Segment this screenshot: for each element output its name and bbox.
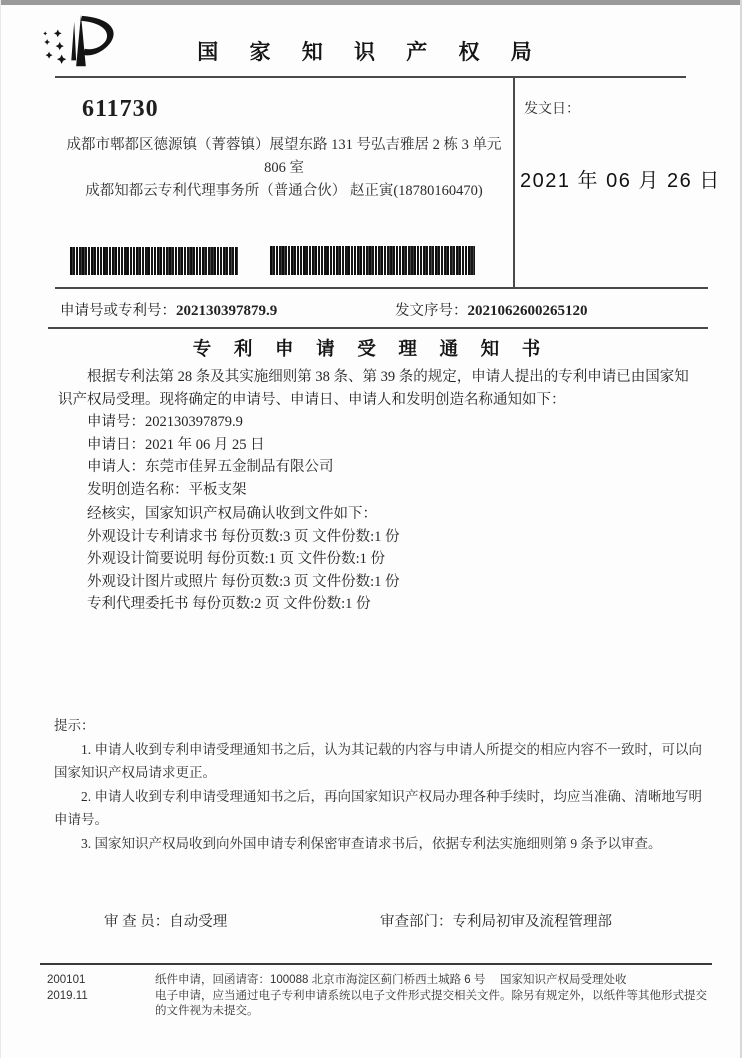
notes-section [54, 714, 706, 855]
header-divider [55, 76, 686, 78]
address-line-2: 806 室 [264, 160, 304, 176]
note-item: 1. 申请人收到专利申请受理通知书之后，认为其记载的内容与申请人所提交的相应内容不一致时，可以向国家知识产权局请求更正。 [54, 741, 702, 780]
field-label: 申请号： [87, 414, 145, 430]
recipient-address [56, 134, 512, 203]
agency-title: 国 家 知 识 产 权 局 [197, 40, 545, 64]
department-label: 审查部门： [380, 914, 453, 930]
application-number-row [60, 299, 277, 320]
field-value: 东莞市佳昇五金制品有限公司 [145, 459, 334, 475]
scan-edge-top [0, 0, 742, 5]
serial-number-label: 发文序号： [395, 303, 468, 319]
body-intro: 根据专利法第 28 条及其实施细则第 38 条、第 39 条的规定，申请人提出的专利申请已由国家知识产权局受理。现将确定的申请号、申请日、申请人和发明创造名称通知如下： [58, 369, 689, 408]
document-title: 专 利 申 请 受 理 通 知 书 [192, 340, 550, 360]
address-line-1: 成都市郫都区德源镇（菁蓉镇）展望东路 131 号弘吉雅居 2 栋 3 单元 [66, 137, 502, 153]
issue-date-label: 发文日： [524, 102, 580, 117]
footer-text: 电子申请，应当通过电子专利申请系统以电子文件形式提交相关文件。除另有规定外，以纸件等其他形式提交的文件视为未提交。 [155, 989, 707, 1017]
received-intro: 经核实，国家知识产权局确认收到文件如下： [87, 506, 377, 522]
department-value: 专利局初审及流程管理部 [452, 914, 612, 930]
footer-code: 200101 [47, 974, 86, 986]
received-doc-item: 专利代理委托书 每份页数:2 页 文件份数:1 份 [87, 596, 371, 612]
received-doc-item: 外观设计图片或照片 每份页数:3 页 文件份数:1 份 [87, 573, 400, 590]
received-doc-item: 外观设计简要说明 每份页数:1 页 文件份数:1 份 [87, 551, 386, 567]
field-value: 202130397879.9 [145, 414, 243, 430]
field-label: 申请人： [87, 459, 145, 475]
title-divider [48, 327, 708, 329]
serial-number-value: 2021062600265120 [467, 303, 588, 319]
note-item: 2. 申请人收到专利申请受理通知书之后，再向国家知识产权局办理各种手续时，均应当准确、清晰地写明申请号。 [54, 788, 702, 827]
barcode-application [70, 247, 238, 275]
field-application-date [58, 434, 696, 457]
issue-box-divider [513, 77, 515, 288]
field-applicant [58, 456, 696, 479]
application-number-label: 申请号或专利号： [60, 303, 176, 319]
serial-number-row [395, 299, 588, 320]
footer-code: 2019.11 [47, 989, 88, 1002]
field-label: 申请日： [87, 436, 145, 453]
application-number-value: 202130397879.9 [176, 303, 278, 319]
field-value: 平板支架 [188, 481, 247, 498]
examiner-value: 自动受理 [169, 914, 228, 930]
footer-text: 纸件申请，回函请寄：100088 北京市海淀区蓟门桥西土城路 6 号 国家知识产权局受理处收 [155, 974, 627, 986]
field-value: 2021 年 06 月 25 日 [145, 436, 265, 453]
footer-row-paper [47, 973, 709, 989]
agency-line: 成都知都云专利代理事务所（普通合伙） 赵正寅(18780160470) [85, 183, 483, 199]
footer-divider [40, 963, 712, 965]
field-invention-name [58, 479, 696, 502]
notes-title: 提示： [54, 718, 95, 733]
notice-body [58, 366, 696, 616]
footer-row-electronic [47, 989, 709, 1020]
field-application-no [58, 411, 696, 434]
issue-date-value: 2021 年 06 月 26 日 [520, 170, 721, 192]
department-row [380, 910, 612, 931]
field-label: 发明创造名称： [87, 481, 189, 498]
received-doc-item: 外观设计专利请求书 每份页数:3 页 文件份数:1 份 [87, 528, 400, 545]
examiner-row [104, 910, 227, 931]
postal-code: 611730 [82, 96, 159, 122]
footer-section [47, 973, 709, 1020]
barcode-serial [270, 246, 475, 275]
note-item: 3. 国家知识产权局收到向外国申请专利保密审查请求书后，依据专利法实施细则第 9 条予以审查。 [81, 835, 662, 851]
barcode-divider [55, 287, 708, 289]
examiner-label: 审 查 员： [104, 914, 170, 930]
scan-edge-left [0, 0, 1, 1058]
